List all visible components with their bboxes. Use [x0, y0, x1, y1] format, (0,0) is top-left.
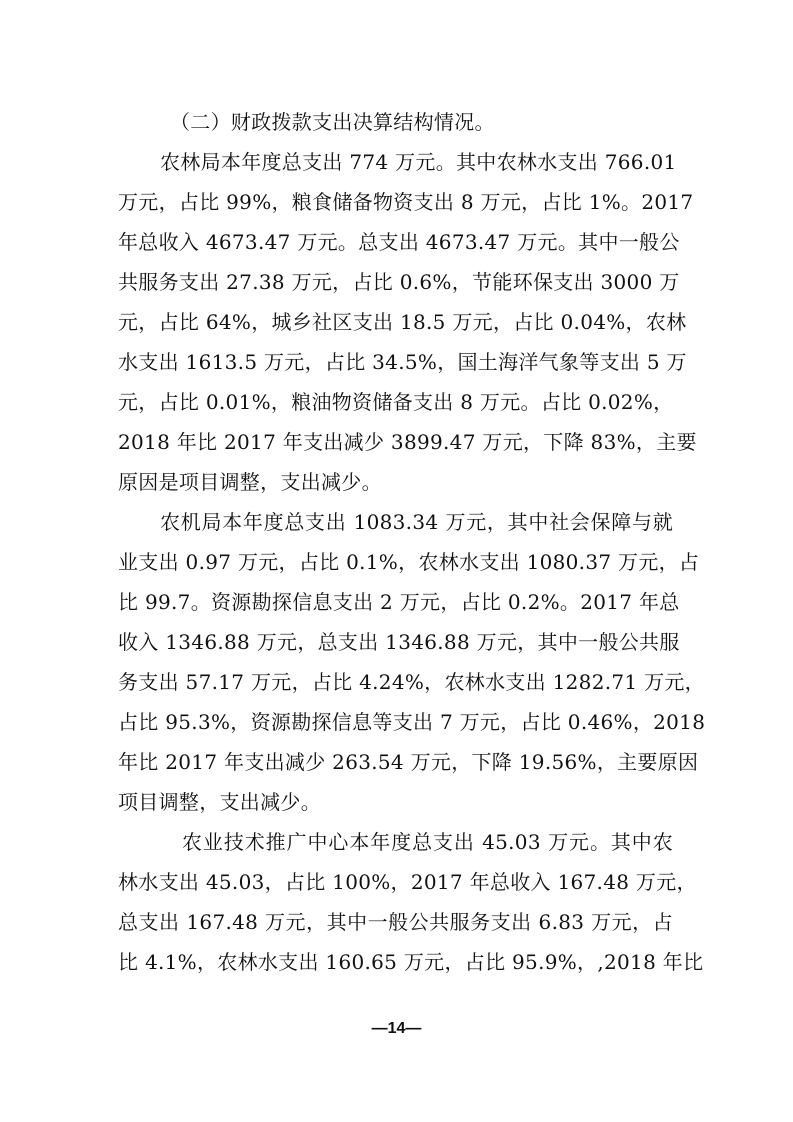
paragraph-line: 农业技术推广中心本年度总支出 45.03 万元。其中农: [182, 830, 673, 854]
paragraph-line: 比 99.7。资源勘探信息支出 2 万元，占比 0.2%。2017 年总: [118, 590, 680, 614]
paragraph-line: 林水支出 45.03，占比 100%，2017 年总收入 167.48 万元，: [118, 870, 697, 894]
paragraph-nonglin-ju: [118, 142, 697, 502]
paragraph-nongji-ju: [118, 502, 706, 822]
paragraph-line: 年比 2017 年支出减少 263.54 万元，下降 19.56%，主要原因: [118, 750, 699, 774]
paragraph-line: 水支出 1613.5 万元，占比 34.5%，国土海洋气象等支出 5 万: [118, 350, 687, 374]
paragraph-line: 元，占比 0.01%，粮油物资储备支出 8 万元。占比 0.02%，: [118, 390, 674, 414]
paragraph-line: 共服务支出 27.38 万元，占比 0.6%，节能环保支出 3000 万: [118, 270, 680, 294]
paragraph-nongye-jishu: [118, 822, 704, 982]
paragraph-line: 占比 95.3%，资源勘探信息等支出 7 万元，占比 0.46%，2018: [118, 710, 706, 734]
paragraph-line: 年总收入 4673.47 万元。总支出 4673.47 万元。其中一般公: [118, 230, 680, 254]
paragraph-line: 比 4.1%，农林水支出 160.65 万元，占比 95.9%，,2018 年比: [118, 950, 704, 974]
paragraph-line: 项目调整，支出减少。: [118, 790, 321, 814]
paragraph-line: 2018 年比 2017 年支出减少 3899.47 万元，下降 83%，主要: [118, 430, 697, 454]
document-body: [118, 102, 706, 982]
section-heading: （二）财政拨款支出决算结构情况。: [170, 110, 495, 134]
paragraph-line: 农机局本年度总支出 1083.34 万元，其中社会保障与就: [160, 510, 673, 534]
paragraph-line: 元，占比 64%，城乡社区支出 18.5 万元，占比 0.04%，农林: [118, 310, 687, 334]
paragraph-line: 业支出 0.97 万元，占比 0.1%，农林水支出 1080.37 万元，占: [118, 550, 700, 574]
paragraph-line: 收入 1346.88 万元，总支出 1346.88 万元，其中一般公共服: [118, 630, 680, 654]
paragraph-line: 总支出 167.48 万元，其中一般公共服务支出 6.83 万元，占: [118, 910, 673, 934]
paragraph-line: 农林局本年度总支出 774 万元。其中农林水支出 766.01: [160, 150, 677, 174]
paragraph-line: 务支出 57.17 万元，占比 4.24%，农林水支出 1282.71 万元，: [118, 670, 705, 694]
paragraph-line: 万元，占比 99%，粮食储备物资支出 8 万元，占比 1%。2017: [118, 190, 694, 214]
paragraph-line: 原因是项目调整，支出减少。: [118, 470, 382, 494]
page-number: —14—: [371, 1020, 422, 1037]
